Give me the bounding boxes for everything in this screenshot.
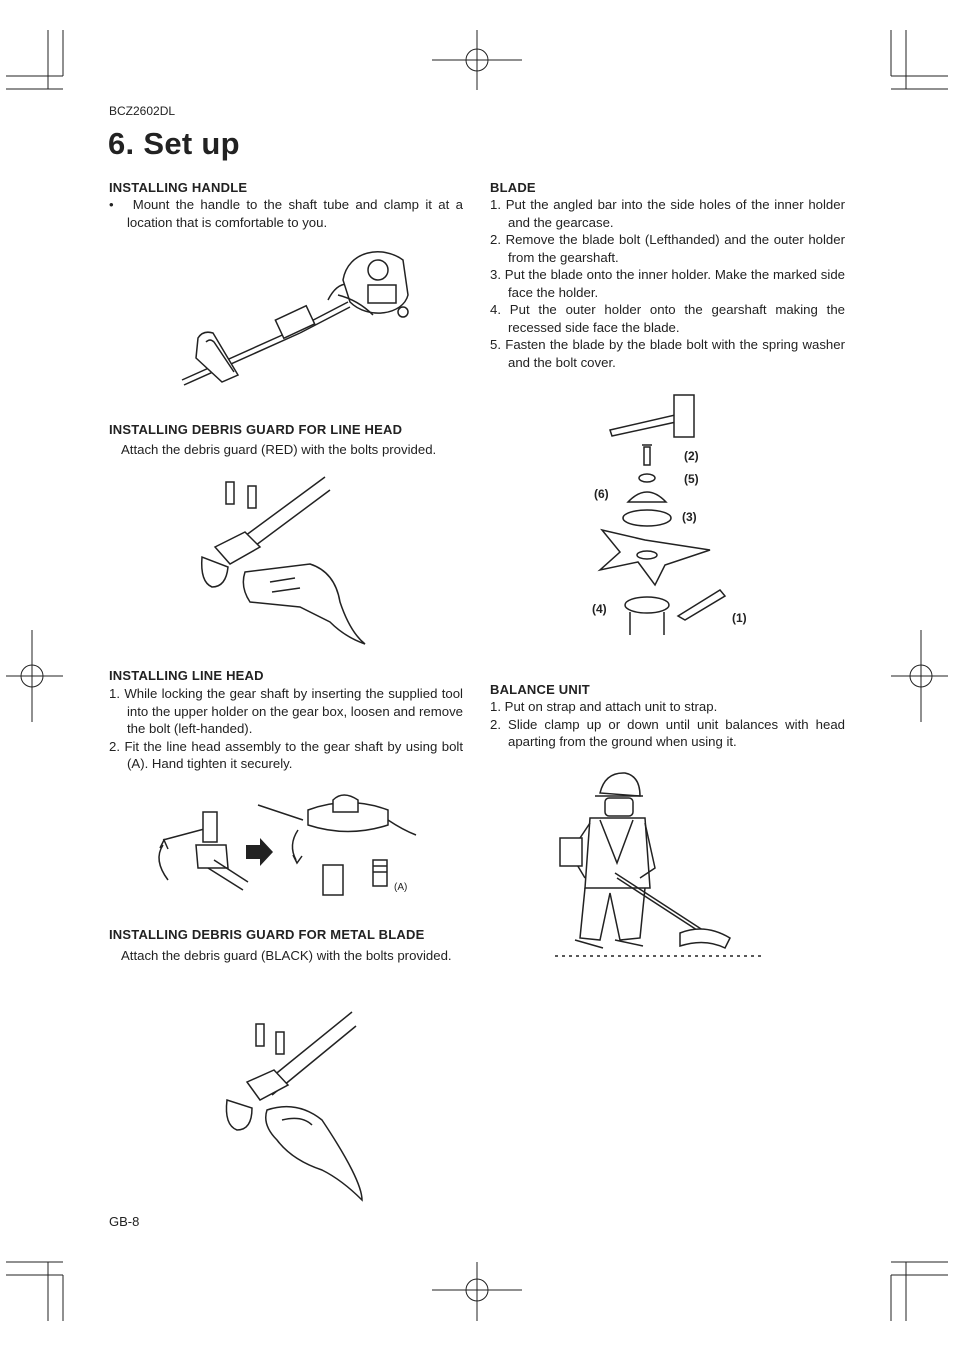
label-a: (A) — [394, 882, 408, 893]
label-5: (5) — [684, 472, 699, 486]
blade-step-2: 2. Remove the blade bolt (Lefthanded) and the outer holder from the gearshaft. — [490, 232, 845, 265]
model-number: BCZ2602DL — [109, 104, 176, 118]
line-head-steps — [109, 685, 463, 773]
label-3: (3) — [682, 510, 697, 524]
balance-step-2: 2. Slide clamp up or down until unit balances with head aparting from the ground when using it. — [490, 716, 845, 749]
handle-illustration — [178, 240, 418, 390]
page-number: GB-8 — [109, 1214, 140, 1229]
label-1: (1) — [732, 611, 747, 625]
balance-steps — [490, 698, 845, 751]
blade-steps — [490, 196, 845, 371]
bullet: • — [109, 197, 114, 212]
label-2: (2) — [684, 449, 699, 463]
blade-step-4: 4. Put the outer holder onto the gearshaft making the recessed side face the blade. — [490, 302, 845, 335]
heading-blade: BLADE — [490, 180, 536, 195]
heading-balance-unit: BALANCE UNIT — [490, 682, 590, 697]
line-head-illustration — [148, 790, 428, 900]
line-head-step-2: 2. Fit the line head assembly to the gear shaft by using bolt (A). Hand tighten it securely. — [109, 738, 463, 771]
blade-step-1: 1. Put the angled bar into the side holes of the inner holder and the gearcase. — [490, 197, 845, 230]
heading-installing-line-head: INSTALLING LINE HEAD — [109, 668, 264, 683]
heading-debris-guard-line-head: INSTALLING DEBRIS GUARD FOR LINE HEAD — [109, 422, 403, 437]
blade-exploded-illustration — [590, 390, 760, 640]
handle-text: Mount the handle to the shaft tube and clamp it at a location that is comfortable to you. — [127, 197, 463, 230]
heading-debris-guard-metal-blade: INSTALLING DEBRIS GUARD FOR METAL BLADE — [109, 927, 425, 942]
blade-step-3: 3. Put the blade onto the inner holder. Make the marked side face the holder. — [490, 267, 845, 300]
heading-installing-handle: INSTALLING HANDLE — [109, 180, 248, 195]
debris-guard-black-illustration — [222, 1010, 372, 1205]
page-title: 6. Set up — [108, 126, 240, 161]
balance-step-1: 1. Put on strap and attach unit to strap. — [490, 699, 718, 714]
label-4: (4) — [592, 602, 607, 616]
debris-metal-text: Attach the debris guard (BLACK) with the bolts provided. — [121, 948, 452, 963]
blade-step-5: 5. Fasten the blade by the blade bolt with the spring washer and the bolt cover. — [490, 337, 845, 370]
handle-instruction — [109, 196, 463, 231]
line-head-step-1: 1. While locking the gear shaft by inserting the supplied tool into the upper holder on the gear box, loosen and remove the bolt (left-handed). — [109, 686, 463, 736]
debris-guard-red-illustration — [190, 472, 380, 652]
label-6: (6) — [594, 487, 609, 501]
operator-balance-illustration — [555, 768, 765, 963]
debris-line-text: Attach the debris guard (RED) with the bolts provided. — [121, 442, 437, 457]
